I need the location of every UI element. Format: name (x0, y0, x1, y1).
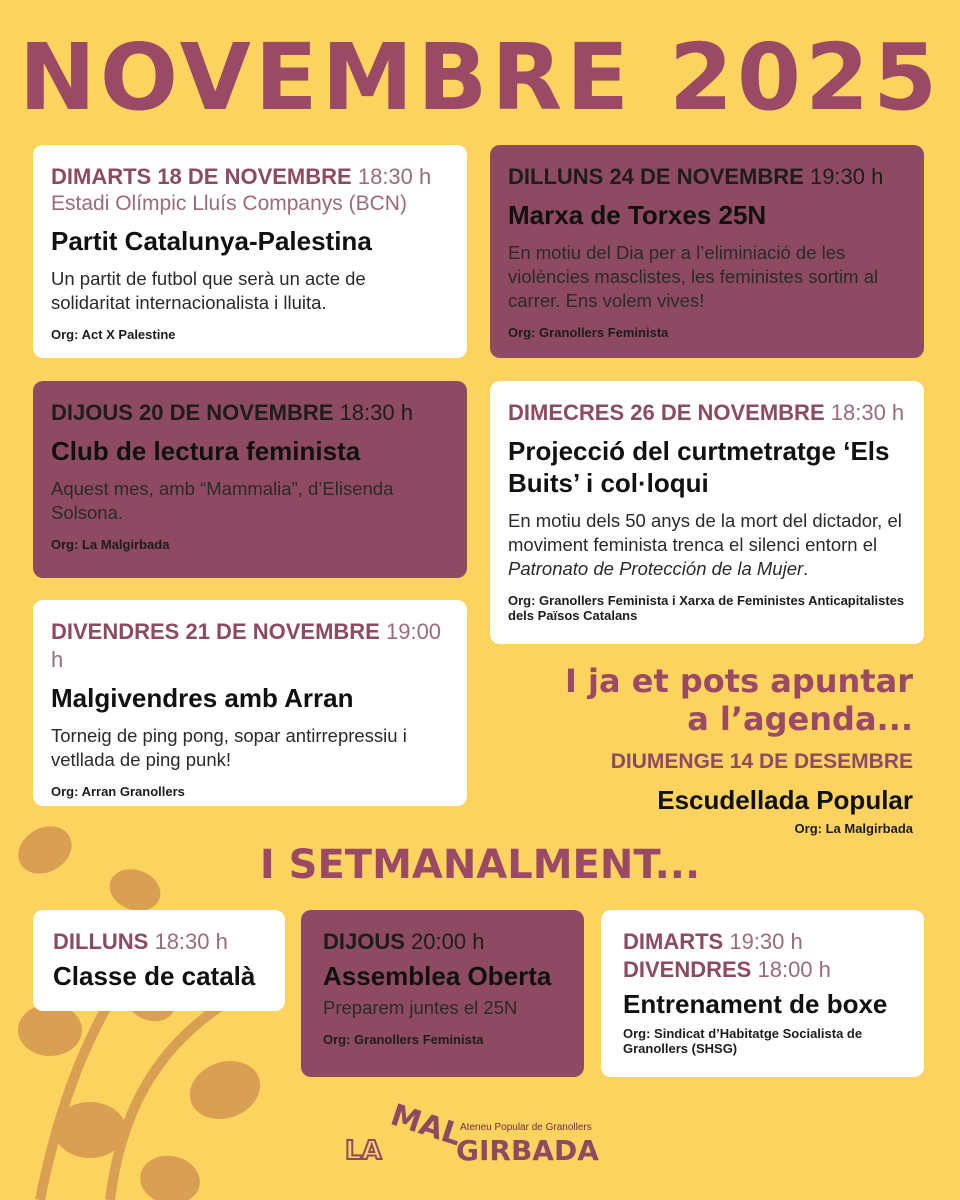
event-card[interactable] (33, 600, 467, 806)
event-day: DILLUNS 24 DE NOVEMBRE (508, 164, 804, 189)
event-org: Org: Granollers Feminista (508, 325, 669, 340)
agenda-org: Org: La Malgirbada (794, 821, 913, 836)
event-org: Org: Arran Granollers (51, 784, 185, 799)
logo (340, 1097, 620, 1180)
event-title: Marxa de Torxes 25N (508, 200, 767, 230)
event-day: DIMARTS 18 DE NOVEMBRE (51, 164, 352, 189)
logo-girbada: GIRBADA (456, 1134, 599, 1167)
event-time: 18:30 h (830, 400, 905, 425)
event-card[interactable] (490, 145, 924, 358)
event-title: Partit Catalunya-Palestina (51, 226, 372, 256)
weekly-card[interactable] (33, 910, 285, 1011)
event-title: Projecció del curtmetratge ‘Els Buits’ i col·loqui (508, 436, 890, 498)
weekly-org: Org: Granollers Feminista (323, 1032, 484, 1047)
event-description: Un partit de futbol que serà un acte de solidaritat internacionalista i lluita. (51, 268, 366, 313)
event-description: En motiu del Dia per a l’eliminiació de les violències masclistes, les feministes sortim al carrer. Ens volem vives! (508, 242, 879, 311)
weekly-time: 19:30 h (729, 929, 803, 954)
logo-tagline: Ateneu Popular de Granollers (460, 1122, 592, 1133)
event-description: Torneig de ping pong, sopar antirrepressiu i vetllada de ping punk! (51, 725, 407, 770)
event-card[interactable] (33, 145, 467, 358)
event-time: 18:30 h (357, 164, 432, 189)
weekly-card[interactable] (601, 910, 924, 1077)
weekly-time: 18:30 h (154, 929, 228, 954)
event-org: Org: La Malgirbada (51, 537, 170, 552)
event-place: Estadi Olímpic Lluís Companys (BCN) (51, 192, 407, 215)
weekly-title: Assemblea Oberta (323, 961, 552, 991)
event-description: En motiu dels 50 anys de la mort del dictador, el moviment feminista trenca el silenci entorn el Patronato de Protección de la Mujer. (508, 510, 902, 579)
event-day: DIVENDRES 21 DE NOVEMBRE (51, 619, 380, 644)
event-title: Club de lectura feminista (51, 436, 361, 466)
weekly-day: DILLUNS (53, 929, 149, 954)
event-org: Org: Granollers Feminista i Xarxa de Feministes Anticapitalistes dels Països Catalans (508, 593, 905, 623)
weekly-time: 20:00 h (411, 929, 485, 954)
weekly-time-2: 18:00 h (757, 957, 831, 982)
weekly-day: DIMARTS (623, 929, 724, 954)
event-day: DIJOUS 20 DE NOVEMBRE (51, 400, 334, 425)
event-time: 18:30 h (339, 400, 413, 425)
weekly-heading: I SETMANALMENT... (259, 842, 701, 888)
logo-la: LA (345, 1136, 382, 1166)
weekly-card[interactable] (301, 910, 584, 1077)
weekly-title: Classe de català (53, 961, 256, 991)
weekly-day: DIJOUS (323, 929, 405, 954)
event-description: Aquest mes, amb “Mammalia”, d’Elisenda Solsona. (51, 478, 394, 523)
logo-mal: MAL (386, 1097, 466, 1154)
agenda-heading: I ja et pots apuntar a l’agenda... (565, 662, 913, 738)
weekly-description: Preparem juntes el 25N (323, 997, 518, 1018)
event-org: Org: Act X Palestine (51, 327, 176, 342)
agenda-title: Escudellada Popular (657, 785, 913, 815)
event-title: Malgivendres amb Arran (51, 683, 354, 713)
event-time: 19:30 h (809, 164, 884, 189)
event-time: 19:00 h (51, 619, 442, 672)
weekly-day-2: DIVENDRES (623, 957, 752, 982)
event-day: DIMECRES 26 DE NOVEMBRE (508, 400, 825, 425)
weekly-org: Org: Sindicat d’Habitatge Socialista de Granollers (SHSG) (623, 1026, 863, 1056)
event-card[interactable] (490, 381, 924, 644)
agenda-day: DIUMENGE 14 DE DESEMBRE (610, 750, 913, 773)
event-card[interactable] (33, 381, 467, 578)
weekly-title: Entrenament de boxe (623, 989, 888, 1019)
page-title: NOVEMBRE 2025 (18, 24, 942, 131)
